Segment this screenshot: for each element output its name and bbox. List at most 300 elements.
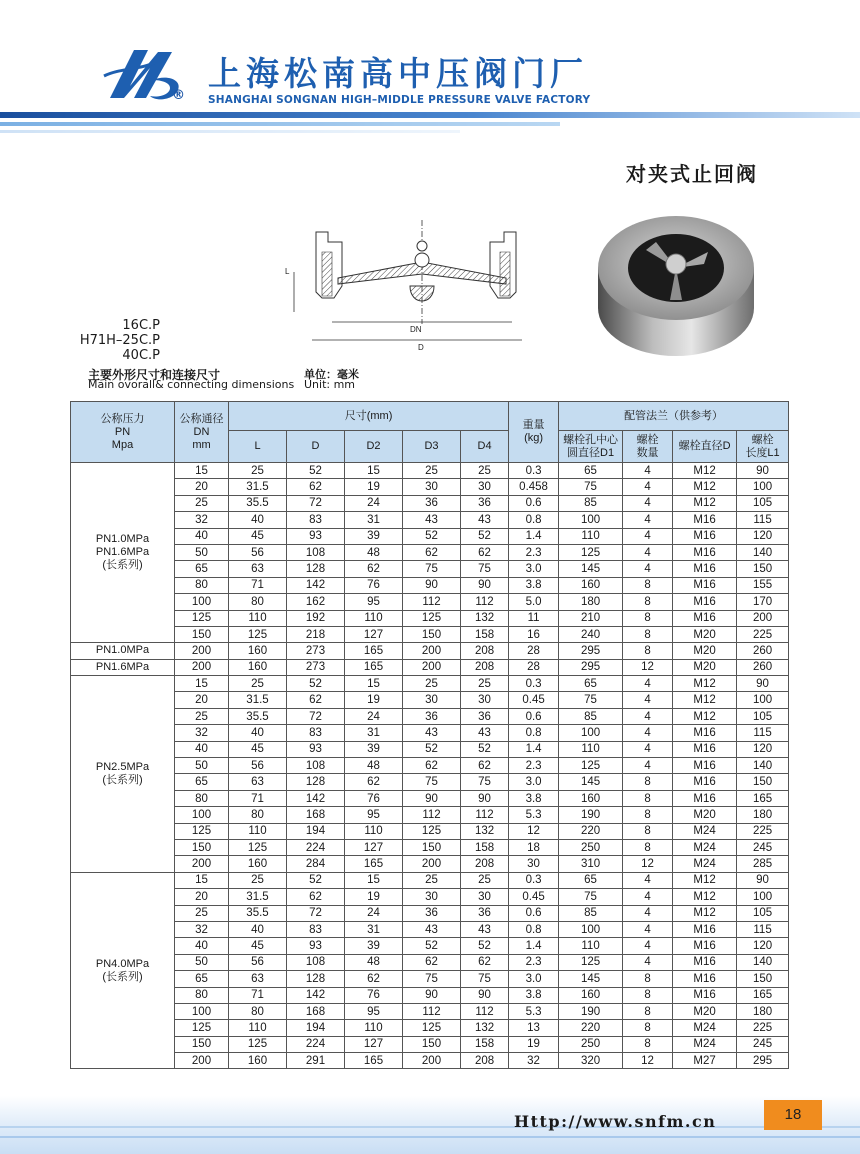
- table-cell: 12: [623, 659, 673, 675]
- table-cell: 225: [737, 1020, 789, 1036]
- table-cell: 4: [623, 938, 673, 954]
- table-cell: 112: [461, 807, 509, 823]
- table-cell: M12: [673, 479, 737, 495]
- table-cell: 4: [623, 725, 673, 741]
- dimensions-title-cn: 主要外形尺寸和连接尺寸: [88, 368, 221, 382]
- table-cell: 8: [623, 790, 673, 806]
- table-cell: 125: [559, 758, 623, 774]
- table-row: [71, 823, 789, 839]
- pressure-group-label: PN2.5MPa (长系列): [71, 676, 175, 873]
- table-cell: 0.3: [509, 872, 559, 888]
- table-cell: 45: [229, 938, 287, 954]
- table-cell: 40: [175, 938, 229, 954]
- table-row: [71, 1036, 789, 1052]
- table-cell: 112: [461, 594, 509, 610]
- table-row: [71, 495, 789, 511]
- table-cell: 125: [175, 1020, 229, 1036]
- table-cell: 4: [623, 692, 673, 708]
- table-cell: 0.8: [509, 725, 559, 741]
- header-dn: 公称通径 DN mm: [175, 402, 229, 463]
- table-cell: 0.6: [509, 495, 559, 511]
- table-cell: 30: [461, 479, 509, 495]
- table-cell: 8: [623, 774, 673, 790]
- table-cell: 132: [461, 823, 509, 839]
- header-L: L: [229, 431, 287, 463]
- table-cell: 25: [175, 495, 229, 511]
- table-cell: 1.4: [509, 741, 559, 757]
- table-cell: 0.45: [509, 692, 559, 708]
- table-cell: 52: [287, 463, 345, 479]
- table-cell: 15: [345, 872, 403, 888]
- table-cell: M24: [673, 839, 737, 855]
- table-cell: 192: [287, 610, 345, 626]
- table-cell: 105: [737, 905, 789, 921]
- table-cell: 28: [509, 643, 559, 659]
- table-cell: 56: [229, 544, 287, 560]
- table-cell: 310: [559, 856, 623, 872]
- table-cell: 25: [461, 463, 509, 479]
- table-cell: 62: [403, 758, 461, 774]
- table-cell: 75: [559, 479, 623, 495]
- table-cell: 273: [287, 659, 345, 675]
- table-cell: 160: [229, 659, 287, 675]
- model-numbers: [68, 318, 160, 363]
- pressure-group-label: PN4.0MPa (长系列): [71, 872, 175, 1069]
- table-cell: 62: [287, 479, 345, 495]
- table-cell: 76: [345, 790, 403, 806]
- website-url: Http://www.snfm.cn: [514, 1112, 717, 1131]
- table-cell: 224: [287, 1036, 345, 1052]
- table-cell: 32: [175, 725, 229, 741]
- table-cell: 240: [559, 626, 623, 642]
- table-cell: 40: [229, 725, 287, 741]
- table-cell: 40: [229, 921, 287, 937]
- table-row: [71, 987, 789, 1003]
- header-size-group: 尺寸(mm): [229, 402, 509, 431]
- table-cell: 110: [559, 528, 623, 544]
- table-cell: 8: [623, 1003, 673, 1019]
- table-cell: 8: [623, 643, 673, 659]
- table-cell: M16: [673, 528, 737, 544]
- table-cell: M24: [673, 823, 737, 839]
- table-cell: 52: [287, 676, 345, 692]
- table-cell: 20: [175, 889, 229, 905]
- table-row: [71, 544, 789, 560]
- table-cell: 200: [175, 856, 229, 872]
- table-cell: 200: [175, 643, 229, 659]
- table-cell: 142: [287, 987, 345, 1003]
- table-cell: 25: [229, 676, 287, 692]
- table-cell: 112: [403, 594, 461, 610]
- table-cell: 125: [403, 823, 461, 839]
- table-cell: 90: [403, 790, 461, 806]
- table-cell: 170: [737, 594, 789, 610]
- table-cell: 48: [345, 544, 403, 560]
- table-row: [71, 1053, 789, 1069]
- table-cell: 4: [623, 561, 673, 577]
- table-cell: 62: [287, 889, 345, 905]
- table-cell: 15: [345, 463, 403, 479]
- table-cell: 273: [287, 643, 345, 659]
- dimensions-title-en: Main ovorall& connecting dimensions: [88, 378, 295, 391]
- table-cell: 4: [623, 528, 673, 544]
- table-cell: 93: [287, 938, 345, 954]
- table-cell: 75: [461, 774, 509, 790]
- table-cell: M12: [673, 905, 737, 921]
- table-cell: M12: [673, 692, 737, 708]
- table-cell: M12: [673, 676, 737, 692]
- table-row: [71, 905, 789, 921]
- table-cell: 39: [345, 528, 403, 544]
- table-cell: M16: [673, 561, 737, 577]
- table-cell: 35.5: [229, 708, 287, 724]
- table-cell: 4: [623, 758, 673, 774]
- table-cell: 90: [461, 987, 509, 1003]
- table-cell: 25: [403, 872, 461, 888]
- table-row: [71, 708, 789, 724]
- table-cell: 62: [461, 954, 509, 970]
- header-bolt-dia: 螺栓直径D: [673, 431, 737, 463]
- table-cell: 200: [403, 856, 461, 872]
- table-row: [71, 561, 789, 577]
- table-cell: 75: [403, 971, 461, 987]
- table-cell: 52: [461, 741, 509, 757]
- table-row: [71, 594, 789, 610]
- table-cell: 110: [229, 823, 287, 839]
- table-cell: 224: [287, 839, 345, 855]
- table-cell: 71: [229, 577, 287, 593]
- table-cell: 72: [287, 708, 345, 724]
- table-cell: 3.8: [509, 987, 559, 1003]
- table-cell: 4: [623, 905, 673, 921]
- table-cell: 291: [287, 1053, 345, 1069]
- table-cell: 30: [461, 889, 509, 905]
- table-row: [71, 692, 789, 708]
- footer-band: [0, 1096, 860, 1154]
- table-cell: 4: [623, 708, 673, 724]
- table-cell: 3.8: [509, 577, 559, 593]
- table-cell: 220: [559, 823, 623, 839]
- table-row: [71, 954, 789, 970]
- table-cell: 295: [559, 643, 623, 659]
- table-cell: 8: [623, 1020, 673, 1036]
- table-cell: 8: [623, 610, 673, 626]
- table-row: [71, 790, 789, 806]
- table-cell: 128: [287, 774, 345, 790]
- header-D2: D2: [345, 431, 403, 463]
- table-cell: 90: [737, 872, 789, 888]
- table-cell: 8: [623, 823, 673, 839]
- registered-mark: ®: [172, 88, 185, 103]
- drawing-label-DN: DN: [410, 325, 422, 334]
- table-cell: 150: [403, 626, 461, 642]
- table-cell: 112: [403, 807, 461, 823]
- table-row: [71, 741, 789, 757]
- table-cell: 105: [737, 495, 789, 511]
- table-cell: 168: [287, 1003, 345, 1019]
- table-cell: 83: [287, 725, 345, 741]
- table-cell: M16: [673, 544, 737, 560]
- table-cell: M16: [673, 921, 737, 937]
- valve-photo: [578, 198, 774, 368]
- table-cell: 83: [287, 512, 345, 528]
- table-cell: 125: [559, 544, 623, 560]
- table-cell: 19: [345, 889, 403, 905]
- table-cell: M16: [673, 774, 737, 790]
- table-cell: 25: [229, 872, 287, 888]
- header-D4: D4: [461, 431, 509, 463]
- table-cell: 4: [623, 676, 673, 692]
- table-cell: 80: [175, 987, 229, 1003]
- header-pressure: 公称压力 PN Mpa: [71, 402, 175, 463]
- table-cell: 25: [229, 463, 287, 479]
- table-cell: 52: [461, 938, 509, 954]
- table-cell: 30: [403, 692, 461, 708]
- table-cell: 260: [737, 643, 789, 659]
- table-cell: 250: [559, 839, 623, 855]
- table-cell: 5.3: [509, 807, 559, 823]
- table-cell: 140: [737, 954, 789, 970]
- table-row: [71, 758, 789, 774]
- table-cell: 180: [737, 807, 789, 823]
- table-cell: 4: [623, 741, 673, 757]
- table-cell: 63: [229, 774, 287, 790]
- table-cell: 125: [559, 954, 623, 970]
- table-cell: 62: [345, 561, 403, 577]
- table-cell: 3.8: [509, 790, 559, 806]
- header-weight: 重量 (kg): [509, 402, 559, 463]
- table-row: [71, 577, 789, 593]
- table-cell: 52: [403, 528, 461, 544]
- table-cell: 100: [175, 594, 229, 610]
- table-cell: 20: [175, 479, 229, 495]
- table-cell: M16: [673, 971, 737, 987]
- table-cell: 50: [175, 954, 229, 970]
- table-cell: 11: [509, 610, 559, 626]
- table-cell: 284: [287, 856, 345, 872]
- table-cell: 128: [287, 561, 345, 577]
- table-cell: 75: [461, 971, 509, 987]
- table-cell: 132: [461, 610, 509, 626]
- table-cell: 65: [559, 676, 623, 692]
- table-cell: 3.0: [509, 971, 559, 987]
- table-cell: 43: [403, 921, 461, 937]
- table-cell: 8: [623, 626, 673, 642]
- model-number: H71H–25C.P: [79, 333, 160, 348]
- table-cell: 125: [175, 610, 229, 626]
- header-bolt-qty: 螺栓 数量: [623, 431, 673, 463]
- table-cell: 32: [509, 1053, 559, 1069]
- table-cell: 50: [175, 758, 229, 774]
- table-row: [71, 774, 789, 790]
- table-cell: 36: [403, 708, 461, 724]
- table-cell: 52: [461, 528, 509, 544]
- table-cell: 56: [229, 758, 287, 774]
- table-cell: 15: [175, 676, 229, 692]
- table-cell: M24: [673, 856, 737, 872]
- table-cell: 2.3: [509, 954, 559, 970]
- table-row: [71, 643, 789, 659]
- table-cell: 48: [345, 758, 403, 774]
- table-cell: 115: [737, 512, 789, 528]
- table-cell: 3.0: [509, 561, 559, 577]
- table-cell: 13: [509, 1020, 559, 1036]
- table-cell: 108: [287, 758, 345, 774]
- table-cell: 100: [737, 889, 789, 905]
- table-cell: M16: [673, 954, 737, 970]
- table-cell: 160: [229, 643, 287, 659]
- table-cell: 225: [737, 823, 789, 839]
- table-cell: 24: [345, 905, 403, 921]
- table-row: [71, 479, 789, 495]
- table-cell: M12: [673, 872, 737, 888]
- table-cell: 63: [229, 561, 287, 577]
- table-cell: 160: [229, 1053, 287, 1069]
- table-cell: 93: [287, 528, 345, 544]
- table-row: [71, 1020, 789, 1036]
- table-cell: 105: [737, 708, 789, 724]
- table-cell: 8: [623, 577, 673, 593]
- header-bolt-length: 螺栓 长度L1: [737, 431, 789, 463]
- table-cell: 8: [623, 594, 673, 610]
- table-cell: 165: [345, 643, 403, 659]
- table-cell: 52: [403, 938, 461, 954]
- valve-section-drawing: [282, 216, 522, 356]
- table-cell: 194: [287, 1020, 345, 1036]
- table-cell: 1.4: [509, 528, 559, 544]
- table-cell: 65: [175, 774, 229, 790]
- table-cell: 65: [175, 971, 229, 987]
- table-cell: 65: [175, 561, 229, 577]
- table-cell: 24: [345, 495, 403, 511]
- table-cell: 220: [559, 1020, 623, 1036]
- table-cell: 36: [403, 495, 461, 511]
- table-cell: 4: [623, 479, 673, 495]
- unit-en: Unit: mm: [304, 378, 356, 391]
- table-cell: 0.3: [509, 463, 559, 479]
- table-cell: 80: [175, 577, 229, 593]
- table-cell: 145: [559, 561, 623, 577]
- table-cell: 142: [287, 577, 345, 593]
- page-number: 18: [764, 1100, 822, 1130]
- company-name-en: SHANGHAI SONGNAN HIGH–MIDDLE PRESSURE VALVE FACTORY: [208, 94, 591, 106]
- table-cell: 162: [287, 594, 345, 610]
- table-cell: 65: [559, 463, 623, 479]
- table-cell: 62: [403, 544, 461, 560]
- table-cell: 127: [345, 626, 403, 642]
- table-cell: 142: [287, 790, 345, 806]
- table-cell: 110: [229, 1020, 287, 1036]
- table-cell: 190: [559, 1003, 623, 1019]
- table-cell: 125: [403, 1020, 461, 1036]
- table-row: [71, 725, 789, 741]
- table-cell: 160: [559, 790, 623, 806]
- table-cell: 132: [461, 1020, 509, 1036]
- table-cell: 36: [461, 708, 509, 724]
- table-cell: 127: [345, 1036, 403, 1052]
- table-cell: 4: [623, 495, 673, 511]
- table-cell: 63: [229, 971, 287, 987]
- table-cell: 120: [737, 528, 789, 544]
- table-cell: 245: [737, 1036, 789, 1052]
- table-row: [71, 938, 789, 954]
- table-cell: 76: [345, 577, 403, 593]
- table-row: [71, 610, 789, 626]
- table-cell: M20: [673, 659, 737, 675]
- table-cell: M20: [673, 626, 737, 642]
- table-cell: 75: [559, 692, 623, 708]
- table-cell: 150: [737, 774, 789, 790]
- table-cell: 0.8: [509, 921, 559, 937]
- table-cell: 62: [287, 692, 345, 708]
- table-cell: 52: [287, 872, 345, 888]
- table-cell: 8: [623, 1036, 673, 1052]
- table-cell: 140: [737, 544, 789, 560]
- table-cell: 85: [559, 495, 623, 511]
- table-cell: 165: [345, 1053, 403, 1069]
- table-cell: 110: [345, 823, 403, 839]
- table-cell: 200: [175, 659, 229, 675]
- table-cell: M24: [673, 1036, 737, 1052]
- table-cell: 36: [461, 905, 509, 921]
- table-cell: 225: [737, 626, 789, 642]
- table-cell: 80: [175, 790, 229, 806]
- table-cell: 50: [175, 544, 229, 560]
- pressure-group-label: PN1.0MPa PN1.6MPa (长系列): [71, 463, 175, 643]
- table-cell: 4: [623, 544, 673, 560]
- table-cell: 95: [345, 1003, 403, 1019]
- table-cell: M16: [673, 594, 737, 610]
- model-number: 40C.P: [122, 348, 160, 363]
- table-cell: 125: [175, 823, 229, 839]
- table-cell: 150: [403, 1036, 461, 1052]
- table-cell: 75: [559, 889, 623, 905]
- pressure-group-label: PN1.0MPa: [71, 643, 175, 659]
- table-cell: 19: [509, 1036, 559, 1052]
- table-cell: 25: [461, 676, 509, 692]
- table-cell: 8: [623, 971, 673, 987]
- table-cell: 108: [287, 954, 345, 970]
- table-cell: 25: [461, 872, 509, 888]
- table-cell: 4: [623, 463, 673, 479]
- table-row: [71, 856, 789, 872]
- table-cell: 285: [737, 856, 789, 872]
- table-cell: 20: [175, 692, 229, 708]
- table-cell: 62: [461, 758, 509, 774]
- table-cell: 165: [345, 856, 403, 872]
- table-cell: 43: [403, 512, 461, 528]
- table-cell: 150: [175, 626, 229, 642]
- table-cell: 90: [737, 676, 789, 692]
- table-cell: 4: [623, 872, 673, 888]
- table-cell: 0.8: [509, 512, 559, 528]
- table-cell: 72: [287, 905, 345, 921]
- table-cell: 110: [559, 938, 623, 954]
- table-cell: 43: [461, 725, 509, 741]
- table-cell: 100: [737, 479, 789, 495]
- table-cell: 320: [559, 1053, 623, 1069]
- table-cell: 62: [461, 544, 509, 560]
- table-cell: 36: [461, 495, 509, 511]
- table-cell: 200: [737, 610, 789, 626]
- table-cell: 43: [403, 725, 461, 741]
- table-cell: 108: [287, 544, 345, 560]
- header-D: D: [287, 431, 345, 463]
- table-cell: 0.3: [509, 676, 559, 692]
- table-cell: 85: [559, 708, 623, 724]
- table-cell: 100: [737, 692, 789, 708]
- table-cell: M20: [673, 807, 737, 823]
